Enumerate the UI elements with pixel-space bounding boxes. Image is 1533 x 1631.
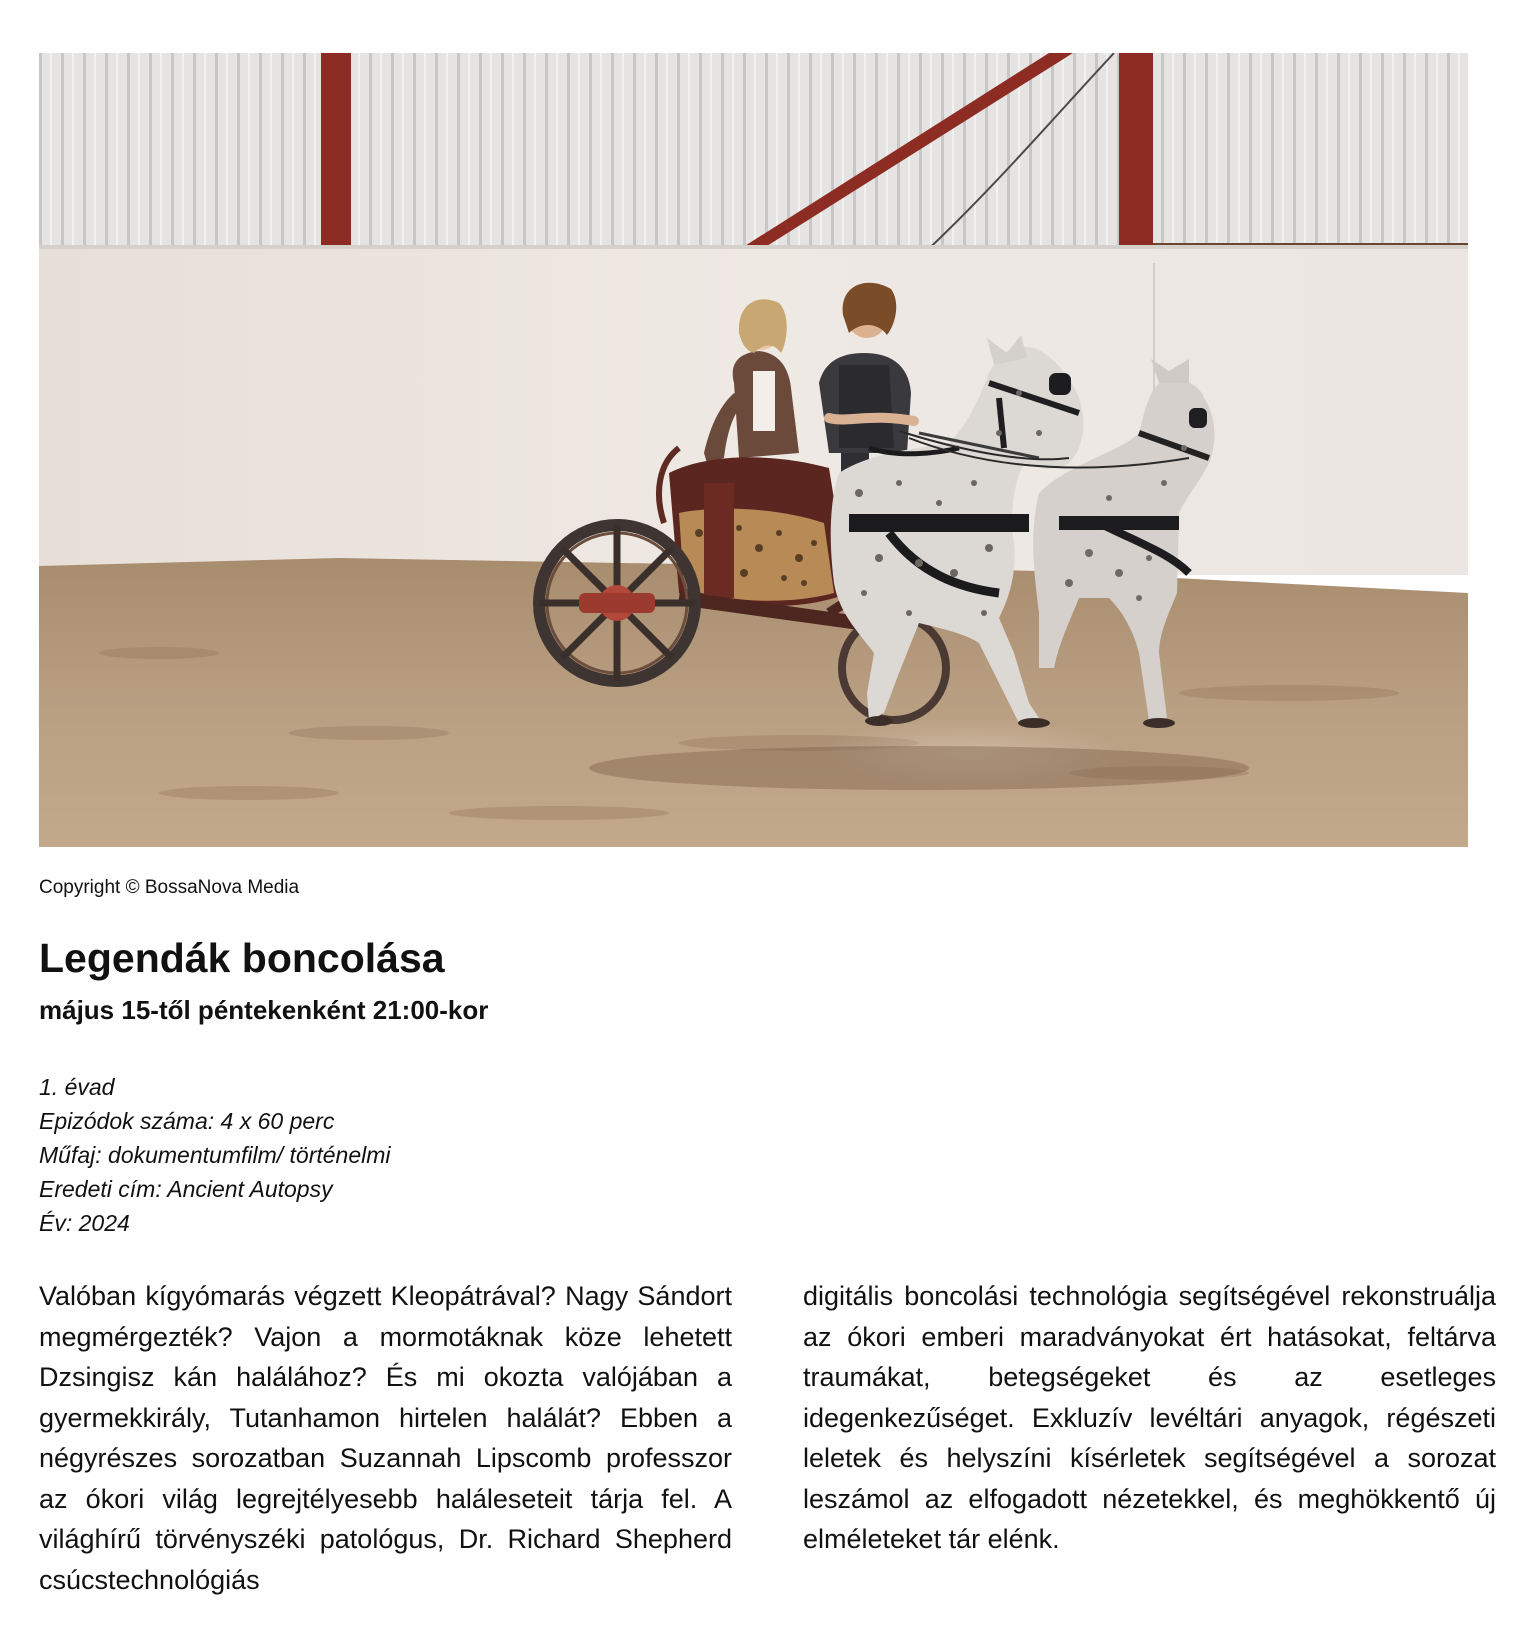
genre-line: Műfaj: dokumentumfilm/ történelmi (39, 1142, 391, 1168)
series-info (39, 1070, 391, 1240)
year-line: Év: 2024 (39, 1210, 130, 1236)
episodes-line: Epizódok száma: 4 x 60 perc (39, 1108, 335, 1134)
page-title: Legendák boncolása (39, 935, 445, 981)
chariot-photo (39, 53, 1468, 847)
original-title-line: Eredeti cím: Ancient Autopsy (39, 1176, 333, 1202)
description-column-right: digitális boncolási technológia segítségével rekonstruálja az ókori emberi maradványokat ért hatásokat, feltárva traumákat, betegségeket és az esetleges idegenkezűséget. Exkluzív levéltári anyagok, régészeti leletek és helyszíni kísérletek segítségével a sorozat leszámol az elfogadott nézetekkel, és meghökkentő új elméleteket tár elénk. (803, 1281, 1496, 1554)
season-line: 1. évad (39, 1074, 115, 1100)
photo-copyright: Copyright © BossaNova Media (39, 877, 300, 898)
description-column-left: Valóban kígyómarás végzett Kleopátrával? Nagy Sándort megmérgezték? Vajon a mormotáknak köze lehetett Dzsingisz kán halálához? És mi okozta valójában a gyermekkirály, Tutanhamon hirtelen halálát? Ebben a négyrészes sorozatban Suzannah Lipscomb professzor az ókori világ legrejtélyesebb haláleseteit tárja fel. A világhírű törvényszéki patológus, Dr. Richard Shepherd csúcstechnológiás (39, 1281, 732, 1595)
broadcast-schedule: május 15-től péntekenként 21:00-kor (39, 995, 489, 1025)
